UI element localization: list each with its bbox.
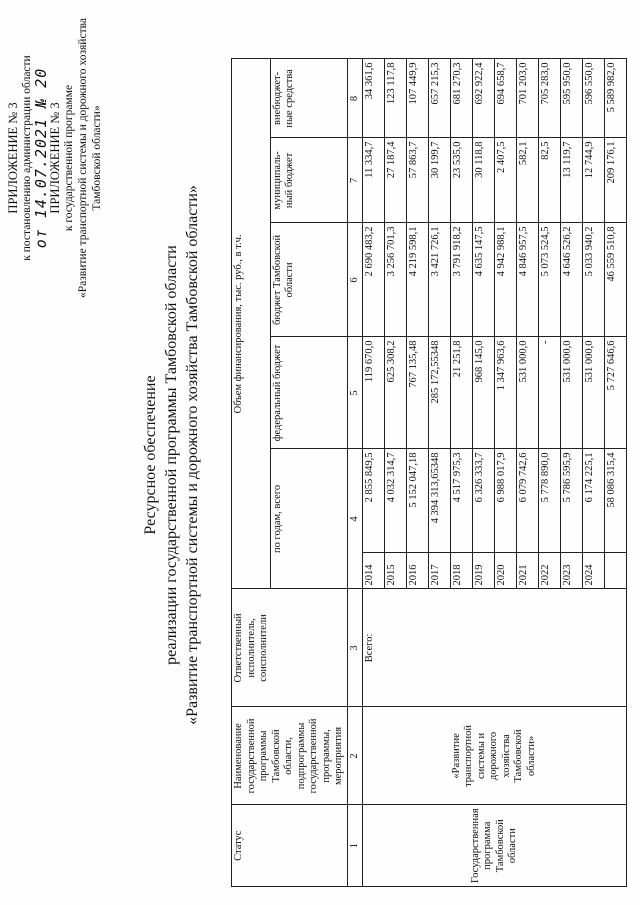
- regional-cell: 4 846 957,5: [517, 223, 539, 337]
- resource-table: [231, 58, 627, 887]
- municipal-cell: 12 744,9: [583, 138, 605, 223]
- title-line2: реализации государственной программы Тамбовской области: [163, 245, 180, 665]
- col-number: 7: [347, 138, 363, 223]
- municipal-cell: 582,1: [517, 138, 539, 223]
- document-title: [140, 45, 203, 865]
- total-cell: 4 394 313,65348: [429, 449, 451, 553]
- header-by-year: по годам, всего: [270, 449, 347, 589]
- column-number-row: [347, 59, 363, 887]
- regional-cell: 5 033 940,2: [583, 223, 605, 337]
- program-name-cell: «Развитие транспортной системы и дорожного хозяйства Тамбовской области»: [363, 707, 627, 805]
- total-cell: 2 855 849,5: [363, 449, 385, 553]
- municipal-cell: 82,5: [539, 138, 561, 223]
- col-number: 2: [347, 707, 363, 805]
- table-body: [363, 59, 627, 887]
- program-reference: к государственной программе: [63, 84, 75, 232]
- year-cell: 2018: [451, 553, 473, 589]
- federal-cell: 285 172,55348: [429, 337, 451, 449]
- extra-cell: 5 589 982,0: [605, 59, 627, 138]
- appendix-title: ПРИЛОЖЕНИЕ № 3: [6, 102, 20, 214]
- appendix-header: [6, 8, 104, 308]
- total-cell: 58 086 315,4: [605, 449, 627, 553]
- handwritten-date: от 14.07.2021 № 20: [32, 67, 50, 249]
- year-cell: 2014: [363, 553, 385, 589]
- header-status: Статус: [232, 805, 348, 887]
- extra-cell: 107 449,9: [407, 59, 429, 138]
- municipal-cell: 30 199,7: [429, 138, 451, 223]
- title-line3: «Развитие транспортной системы и дорожного хозяйства Тамбовской области»: [184, 185, 201, 725]
- federal-cell: 531 000,0: [583, 337, 605, 449]
- year-cell: 2019: [473, 553, 495, 589]
- header-name: Наименование государственной программы Тамбовской области, подпрограммы государственной программы, мероприятия: [232, 707, 348, 805]
- header-extra: внебюджет- ные средства: [270, 59, 347, 138]
- municipal-cell: 57 863,7: [407, 138, 429, 223]
- total-cell: 5 152 047,18: [407, 449, 429, 553]
- col-number: 8: [347, 59, 363, 138]
- header-financing: Объем финансирования, тыс. руб., в т.ч.: [232, 59, 271, 589]
- extra-cell: 694 658,7: [495, 59, 517, 138]
- federal-cell: 119 670,0: [363, 337, 385, 449]
- year-cell: 2022: [539, 553, 561, 589]
- regional-cell: 3 256 701,3: [385, 223, 407, 337]
- municipal-cell: 209 176,1: [605, 138, 627, 223]
- total-cell: 5 778 890,0: [539, 449, 561, 553]
- extra-cell: 123 117,8: [385, 59, 407, 138]
- col-number: 4: [347, 449, 363, 589]
- col-number: 6: [347, 223, 363, 337]
- municipal-cell: 27 187,4: [385, 138, 407, 223]
- col-number: 3: [347, 589, 363, 707]
- resolution-reference: к постановлению администрации области: [21, 55, 33, 261]
- regional-cell: 4 635 147,5: [473, 223, 495, 337]
- regional-cell: 5 073 524,5: [539, 223, 561, 337]
- federal-cell: 968 145,0: [473, 337, 495, 449]
- year-cell: 2017: [429, 553, 451, 589]
- regional-cell: 2 690 483,2: [363, 223, 385, 337]
- extra-cell: 692 922,4: [473, 59, 495, 138]
- year-cell: 2020: [495, 553, 517, 589]
- extra-cell: 657 215,3: [429, 59, 451, 138]
- federal-cell: 1 347 963,6: [495, 337, 517, 449]
- header-row-1: [232, 59, 271, 887]
- extra-cell: 596 550,0: [583, 59, 605, 138]
- header-municipal: муниципаль- ный бюджет: [270, 138, 347, 223]
- total-cell: 4 517 975,3: [451, 449, 473, 553]
- federal-cell: 531 000,0: [517, 337, 539, 449]
- municipal-cell: 23 535,0: [451, 138, 473, 223]
- regional-cell: 46 559 510,8: [605, 223, 627, 337]
- year-cell: 2015: [385, 553, 407, 589]
- table-row: [363, 59, 385, 887]
- program-name-line2: Тамбовской области»: [91, 105, 103, 211]
- year-cell: 2021: [517, 553, 539, 589]
- title-line1: Ресурсное обеспечение: [142, 375, 159, 535]
- appendix-title-2: ПРИЛОЖЕНИЕ № 3: [48, 102, 62, 214]
- municipal-cell: 30 118,8: [473, 138, 495, 223]
- header-federal: федеральный бюджет: [270, 337, 347, 449]
- extra-cell: 701 203,0: [517, 59, 539, 138]
- regional-cell: 3 791 918,2: [451, 223, 473, 337]
- total-cell: 6 988 017,9: [495, 449, 517, 553]
- extra-cell: 705 283,0: [539, 59, 561, 138]
- header-executor: Ответственный исполнитель, соисполнители: [232, 589, 348, 707]
- federal-cell: 531 000,0: [561, 337, 583, 449]
- municipal-cell: 13 119,7: [561, 138, 583, 223]
- program-name-line1: «Развитие транспортной системы и дорожного хозяйства: [77, 18, 89, 298]
- year-cell: 2016: [407, 553, 429, 589]
- municipal-cell: 11 334,7: [363, 138, 385, 223]
- col-number: 5: [347, 337, 363, 449]
- total-cell: 6 174 225,1: [583, 449, 605, 553]
- total-cell: 4 032 314,7: [385, 449, 407, 553]
- header-regional: бюджет Тамбовской области: [270, 223, 347, 337]
- regional-cell: 3 421 726,1: [429, 223, 451, 337]
- federal-cell: -: [539, 337, 561, 449]
- year-cell: 2023: [561, 553, 583, 589]
- regional-cell: 4 219 598,1: [407, 223, 429, 337]
- federal-cell: 21 251,8: [451, 337, 473, 449]
- extra-cell: 595 950,0: [561, 59, 583, 138]
- total-cell: 5 786 595,9: [561, 449, 583, 553]
- federal-cell: 767 135,48: [407, 337, 429, 449]
- status-cell: Государственная программа Тамбовской области: [363, 805, 627, 887]
- regional-cell: 4 646 526,2: [561, 223, 583, 337]
- total-cell: 6 326 333,7: [473, 449, 495, 553]
- year-cell: [605, 553, 627, 589]
- year-cell: 2024: [583, 553, 605, 589]
- federal-cell: 625 308,2: [385, 337, 407, 449]
- municipal-cell: 2 407,5: [495, 138, 517, 223]
- extra-cell: 681 270,3: [451, 59, 473, 138]
- col-number: 1: [347, 805, 363, 887]
- extra-cell: 34 361,6: [363, 59, 385, 138]
- federal-cell: 5 727 646,6: [605, 337, 627, 449]
- regional-cell: 4 942 988,1: [495, 223, 517, 337]
- total-cell: 6 079 742,6: [517, 449, 539, 553]
- executor-cell: Всего:: [363, 589, 627, 707]
